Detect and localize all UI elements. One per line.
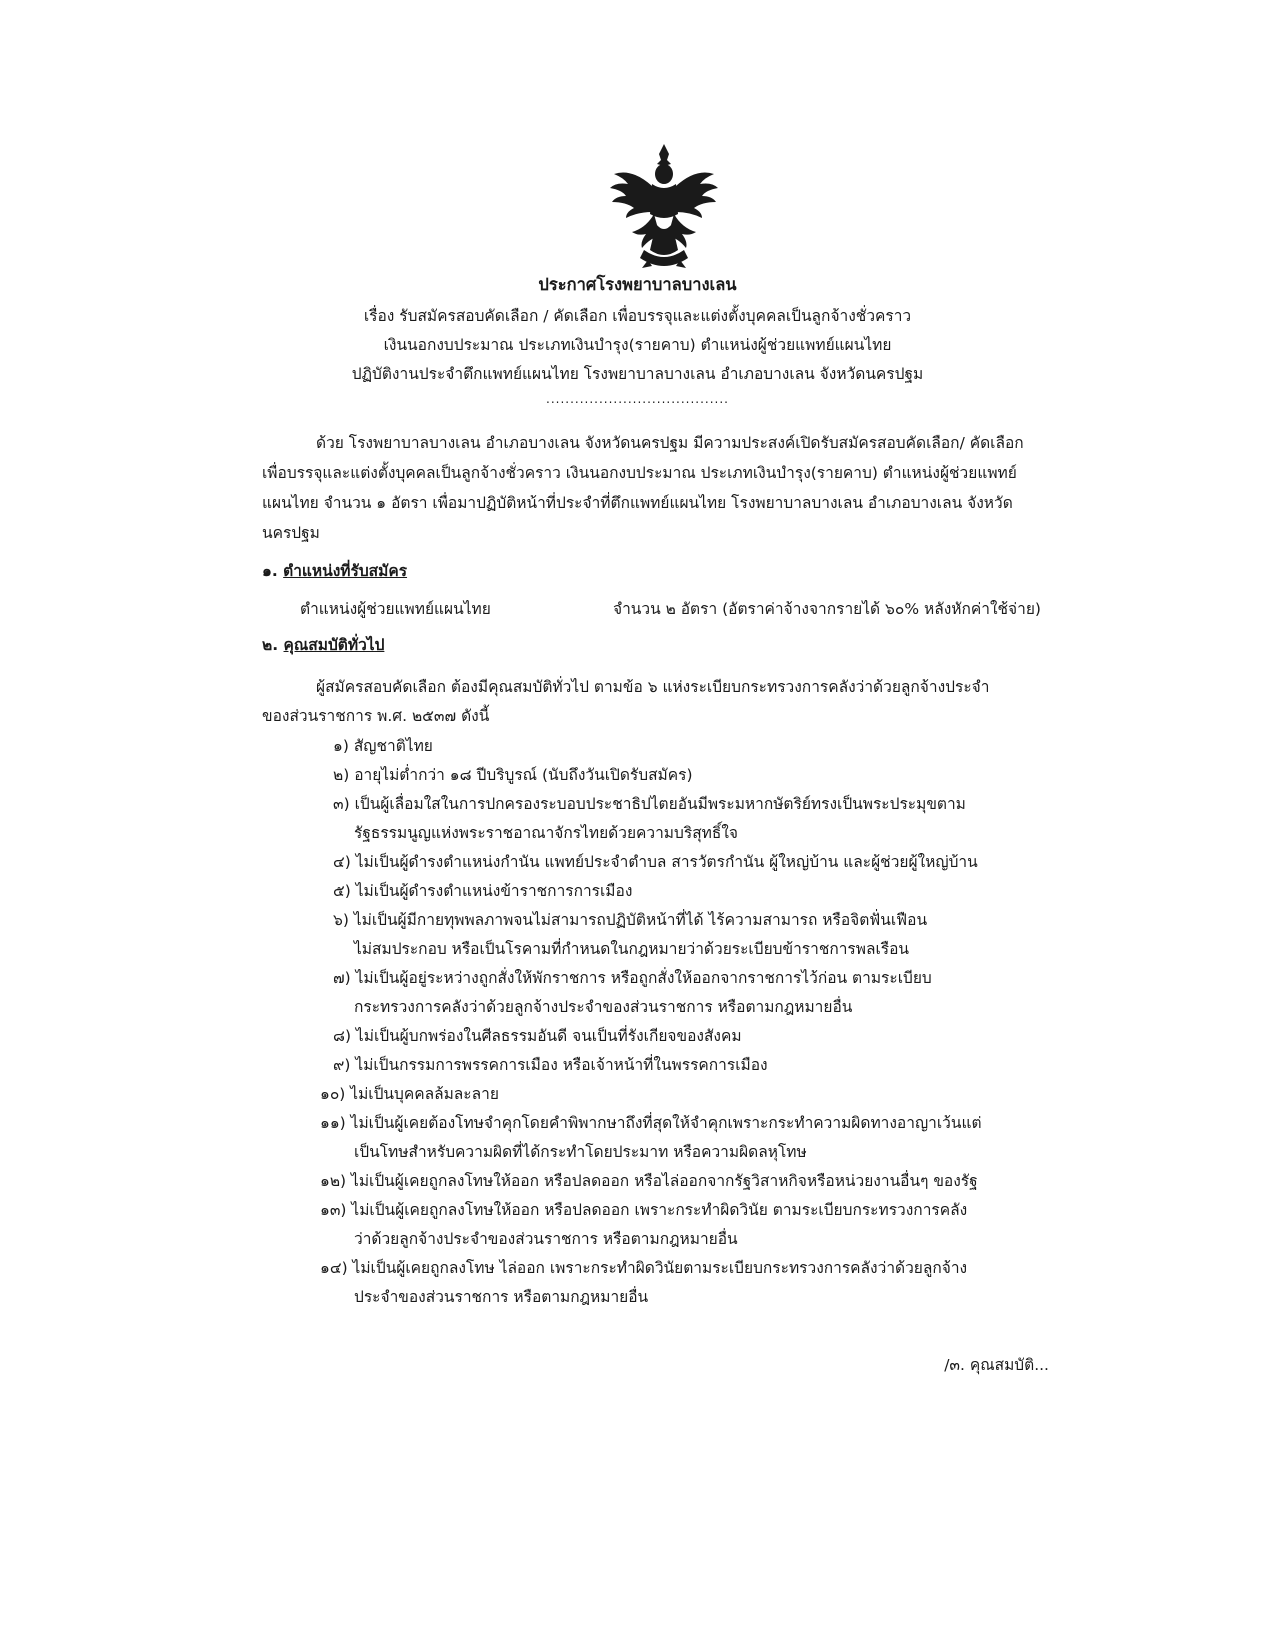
section-1-heading (262, 558, 407, 583)
qualification-item-13-cont: ว่าด้วยลูกจ้างประจำของส่วนราชการ หรือตามกฎหมายอื่น (354, 1230, 738, 1248)
separator-dots: ...................................... (546, 392, 729, 406)
qualification-item-10: ๑๐) ไม่เป็นบุคคลล้มละลาย (320, 1085, 499, 1103)
qualification-item-9: ๙) ไม่เป็นกรรมการพรรคการเมือง หรือเจ้าหน้าที่ในพรรคการเมือง (333, 1056, 768, 1074)
qualification-item-12: ๑๒) ไม่เป็นผู้เคยถูกลงโทษให้ออก หรือปลดออก หรือไล่ออกจากรัฐวิสาหกิจหรือหน่วยงานอื่นๆ ของรัฐ (320, 1172, 978, 1190)
qualification-item-6: ๖) ไม่เป็นผู้มีกายทุพพลภาพจนไม่สามารถปฏิบัติหน้าที่ได้ ไร้ความสามารถ หรือจิตฟั่นเฟือน (333, 911, 928, 929)
section-2-intro-line-2: ของส่วนราชการ พ.ศ. ๒๕๓๗ ดังนี้ (262, 707, 490, 725)
section-2-number: ๒. (262, 636, 279, 654)
document-title: ประกาศโรงพยาบาลบางเลน (538, 275, 737, 294)
qualification-item-13: ๑๓) ไม่เป็นผู้เคยถูกลงโทษให้ออก หรือปลดออก เพราะกระทำผิดวินัย ตามระเบียบกระทรวงการคลัง (320, 1201, 968, 1219)
continuation-note: /๓. คุณสมบัติ... (944, 1356, 1049, 1374)
intro-line-2: เพื่อบรรจุและแต่งตั้งบุคคลเป็นลูกจ้างชั่วคราว เงินนอกงบประมาณ ประเภทเงินบำรุง(รายคาบ) ตำแหน่งผู้ช่วยแพทย์ (262, 464, 1017, 482)
intro-line-1: ด้วย โรงพยาบาลบางเลน อำเภอบางเลน จังหวัดนครปฐม มีความประสงค์เปิดรับสมัครสอบคัดเลือก/ คัดเลือก (316, 434, 1024, 452)
subject-line-2: เงินนอกงบประมาณ ประเภทเงินบำรุง(รายคาบ) ตำแหน่งผู้ช่วยแพทย์แผนไทย (383, 336, 892, 354)
qualification-item-7: ๗) ไม่เป็นผู้อยู่ระหว่างถูกสั่งให้พักราชการ หรือถูกสั่งให้ออกจากราชการไว้ก่อน ตามระเบียบ (333, 969, 932, 987)
section-1-title: ตำแหน่งที่รับสมัคร (283, 562, 408, 580)
qualification-item-14-cont: ประจำของส่วนราชการ หรือตามกฎหมายอื่น (354, 1288, 649, 1306)
qualification-item-6-cont: ไม่สมประกอบ หรือเป็นโรคามที่กำหนดในกฎหมายว่าด้วยระเบียบข้าราชการพลเรือน (354, 940, 909, 958)
section-2-title: คุณสมบัติทั่วไป (283, 636, 385, 654)
qualification-item-11: ๑๑) ไม่เป็นผู้เคยต้องโทษจำคุกโดยคำพิพากษาถึงที่สุดให้จำคุกเพราะกระทำความผิดทางอาญาเว้นแต่ (320, 1114, 982, 1132)
qualification-item-4: ๔) ไม่เป็นผู้ดำรงตำแหน่งกำนัน แพทย์ประจำตำบล สารวัตรกำนัน ผู้ใหญ่บ้าน และผู้ช่วยผู้ใหญ่บ้าน (333, 853, 978, 871)
section-2-intro-line-1: ผู้สมัครสอบคัดเลือก ต้องมีคุณสมบัติทั่วไป ตามข้อ ๖ แห่งระเบียบกระทรวงการคลังว่าด้วยลูกจ้างประจำ (316, 678, 990, 696)
qualification-item-2: ๒) อายุไม่ต่ำกว่า ๑๘ ปีบริบูรณ์ (นับถึงวันเปิดรับสมัคร) (333, 766, 693, 784)
subject-line-3: ปฏิบัติงานประจำตึกแพทย์แผนไทย โรงพยาบาลบางเลน อำเภอบางเลน จังหวัดนครปฐม (351, 365, 924, 383)
qualification-item-1: ๑) สัญชาติไทย (333, 737, 433, 755)
subject-line-1: เรื่อง รับสมัครสอบคัดเลือก / คัดเลือก เพื่อบรรจุและแต่งตั้งบุคคลเป็นลูกจ้างชั่วคราว (363, 307, 912, 325)
intro-line-4: นครปฐม (262, 524, 320, 542)
position-name: ตำแหน่งผู้ช่วยแพทย์แผนไทย (300, 600, 491, 618)
section-2-heading (262, 632, 384, 657)
qualification-item-3: ๓) เป็นผู้เลื่อมใสในการปกครองระบอบประชาธิปไตยอันมีพระมหากษัตริย์ทรงเป็นพระประมุขตาม (333, 795, 966, 813)
qualification-item-14: ๑๔) ไม่เป็นผู้เคยถูกลงโทษ ไล่ออก เพราะกระทำผิดวินัยตามระเบียบกระทรวงการคลังว่าด้วยลูกจ้าง (320, 1259, 968, 1277)
qualification-item-8: ๘) ไม่เป็นผู้บกพร่องในศีลธรรมอันดี จนเป็นที่รังเกียจของสังคม (333, 1027, 742, 1045)
qualification-item-5: ๕) ไม่เป็นผู้ดำรงตำแหน่งข้าราชการการเมือง (333, 882, 633, 900)
garuda-emblem-icon (604, 140, 724, 270)
qualification-item-3-cont: รัฐธรรมนูญแห่งพระราชอาณาจักรไทยด้วยความบริสุทธิ์ใจ (354, 824, 738, 842)
qualification-item-7-cont: กระทรวงการคลังว่าด้วยลูกจ้างประจำของส่วนราชการ หรือตามกฎหมายอื่น (354, 998, 853, 1016)
section-1-number: ๑. (262, 562, 278, 580)
qualification-item-11-cont: เป็นโทษสำหรับความผิดที่ได้กระทำโดยประมาท หรือความผิดลหุโทษ (354, 1143, 807, 1161)
position-quota: จำนวน ๒ อัตรา (อัตราค่าจ้างจากรายได้ ๖๐% หลังหักค่าใช้จ่าย) (613, 600, 1041, 618)
intro-line-3: แผนไทย จำนวน ๑ อัตรา เพื่อมาปฏิบัติหน้าที่ประจำที่ตึกแพทย์แผนไทย โรงพยาบาลบางเลน อำเภอบางเลน จังหวัด (262, 494, 1013, 512)
